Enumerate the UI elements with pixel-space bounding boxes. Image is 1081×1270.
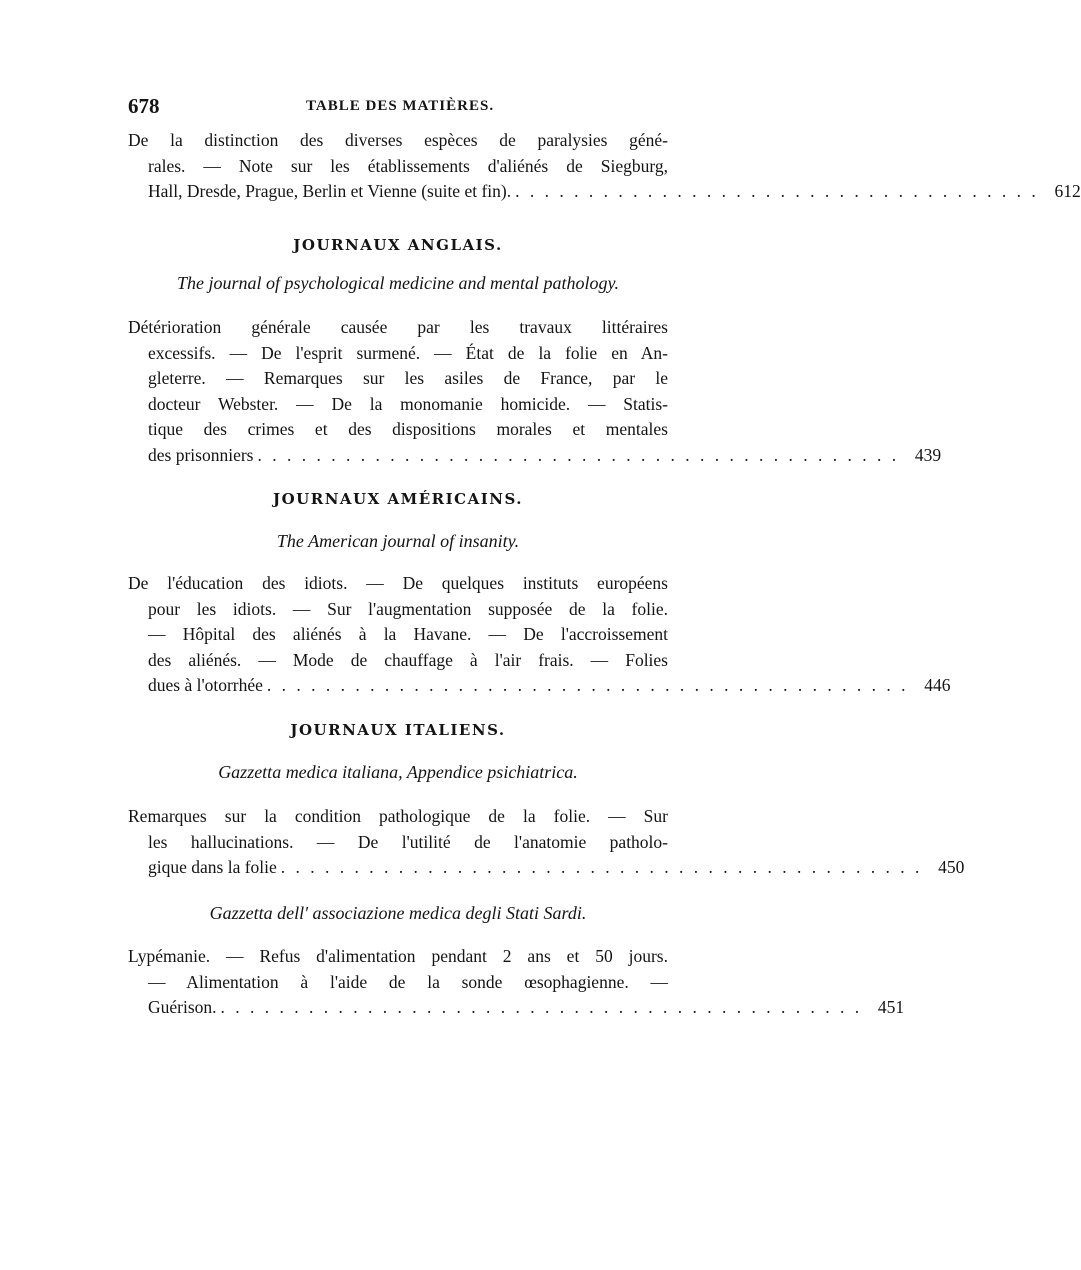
entry-last-line [128,443,942,469]
entry-page-number: 451 [877,997,905,1017]
toc-entry-remarques [128,804,965,881]
toc-entry-lypemanie [128,944,905,1021]
toc-entry-paralysies [128,128,1081,205]
entry-line: De l'éducation des idiots. — De quelques instituts européens [128,573,668,593]
entry-line-text: des prisonniers [148,444,254,465]
page-number: 678 [128,94,160,118]
section-heading-americains: JOURNAUX AMÉRICAINS. [273,490,523,508]
entry-line: Détérioration générale causée par les travaux littéraires [128,317,668,337]
entry-line-text: gique dans la folie [148,857,277,877]
entry-page-number: 612 [1054,181,1081,201]
dot-leader: . . . . . . . . . . . . . . . . . . . . . . . . . . . . . . . . . . . . . . . . . . . . [220,997,863,1017]
dot-leader: . . . . . . . . . . . . . . . . . . . . . . . . . . . . . . . . . . . . . . . . . . . . [266,675,909,695]
entry-line-text: Guérison. [148,997,217,1017]
entry-line: des aliénés. — Mode de chauffage à l'air frais. — Folies [148,649,668,670]
entry-line: gleterre. — Remarques sur les asiles de France, par le [148,368,668,388]
entry-line: tique des crimes et des dispositions morales et mentales [148,419,668,439]
entry-line: Remarques sur la condition pathologique de la folie. — Sur [128,806,668,826]
entry-line: Lypémanie. — Refus d'alimentation pendant 2 ans et 50 jours. [128,946,668,966]
entry-line: rales. — Note sur les établissements d'aliénés de Siegburg, [148,155,668,176]
entry-line: — Alimentation à l'aide de la sonde œsophagienne. — [148,971,668,992]
journal-title: The journal of psychological medicine and mental pathology. [177,273,619,293]
entry-line-text: dues à l'otorrhée [148,675,263,695]
section-heading-anglais: JOURNAUX ANGLAIS. [293,236,503,254]
journal-title: The American journal of insanity. [276,531,520,551]
dot-leader: . . . . . . . . . . . . . . . . . . . . . . . . . . . . . . . . . . . . . . . . . . . . [280,857,923,877]
entry-line-text: Hall, Dresde, Prague, Berlin et Vienne (suite et fin). [148,181,512,201]
toc-entry-deterioration [128,315,942,468]
entry-line: excessifs. — De l'esprit surmené. — État de la folie en An- [148,342,668,363]
dot-leader: . . . . . . . . . . . . . . . . . . . . . . . . . . . . . . . . . . . . . . . . . . . . [257,444,900,465]
running-title: TABLE DES MATIÈRES. [306,98,495,114]
section-heading-italiens: JOURNAUX ITALIENS. [290,721,506,739]
entry-line: docteur Webster. — De la monomanie homicide. — Statis- [148,393,668,414]
entry-page-number: 446 [924,675,951,695]
entry-page-number: 439 [914,444,942,465]
entry-page-number: 450 [938,857,965,877]
entry-line: — Hôpital des aliénés à la Havane. — De l'accroissement [148,624,668,644]
entry-last-line [128,855,965,881]
toc-entry-idiots [128,571,951,699]
entry-line: De la distinction des diverses espèces de paralysies géné- [128,130,668,150]
entry-last-line [128,673,951,699]
journal-title: Gazzetta medica italiana, Appendice psichiatrica. [218,762,578,782]
page-header [128,94,668,124]
entry-last-line [128,179,1081,205]
journal-title: Gazzetta dell' associazione medica degli Stati Sardi. [209,903,587,923]
dot-leader: . . . . . . . . . . . . . . . . . . . . . . . . . . . . . . . . . . . . [515,181,1039,201]
entry-line: pour les idiots. — Sur l'augmentation supposée de la folie. [148,598,668,619]
entry-last-line [128,995,905,1021]
entry-line: les hallucinations. — De l'utilité de l'anatomie patholo- [148,831,668,852]
